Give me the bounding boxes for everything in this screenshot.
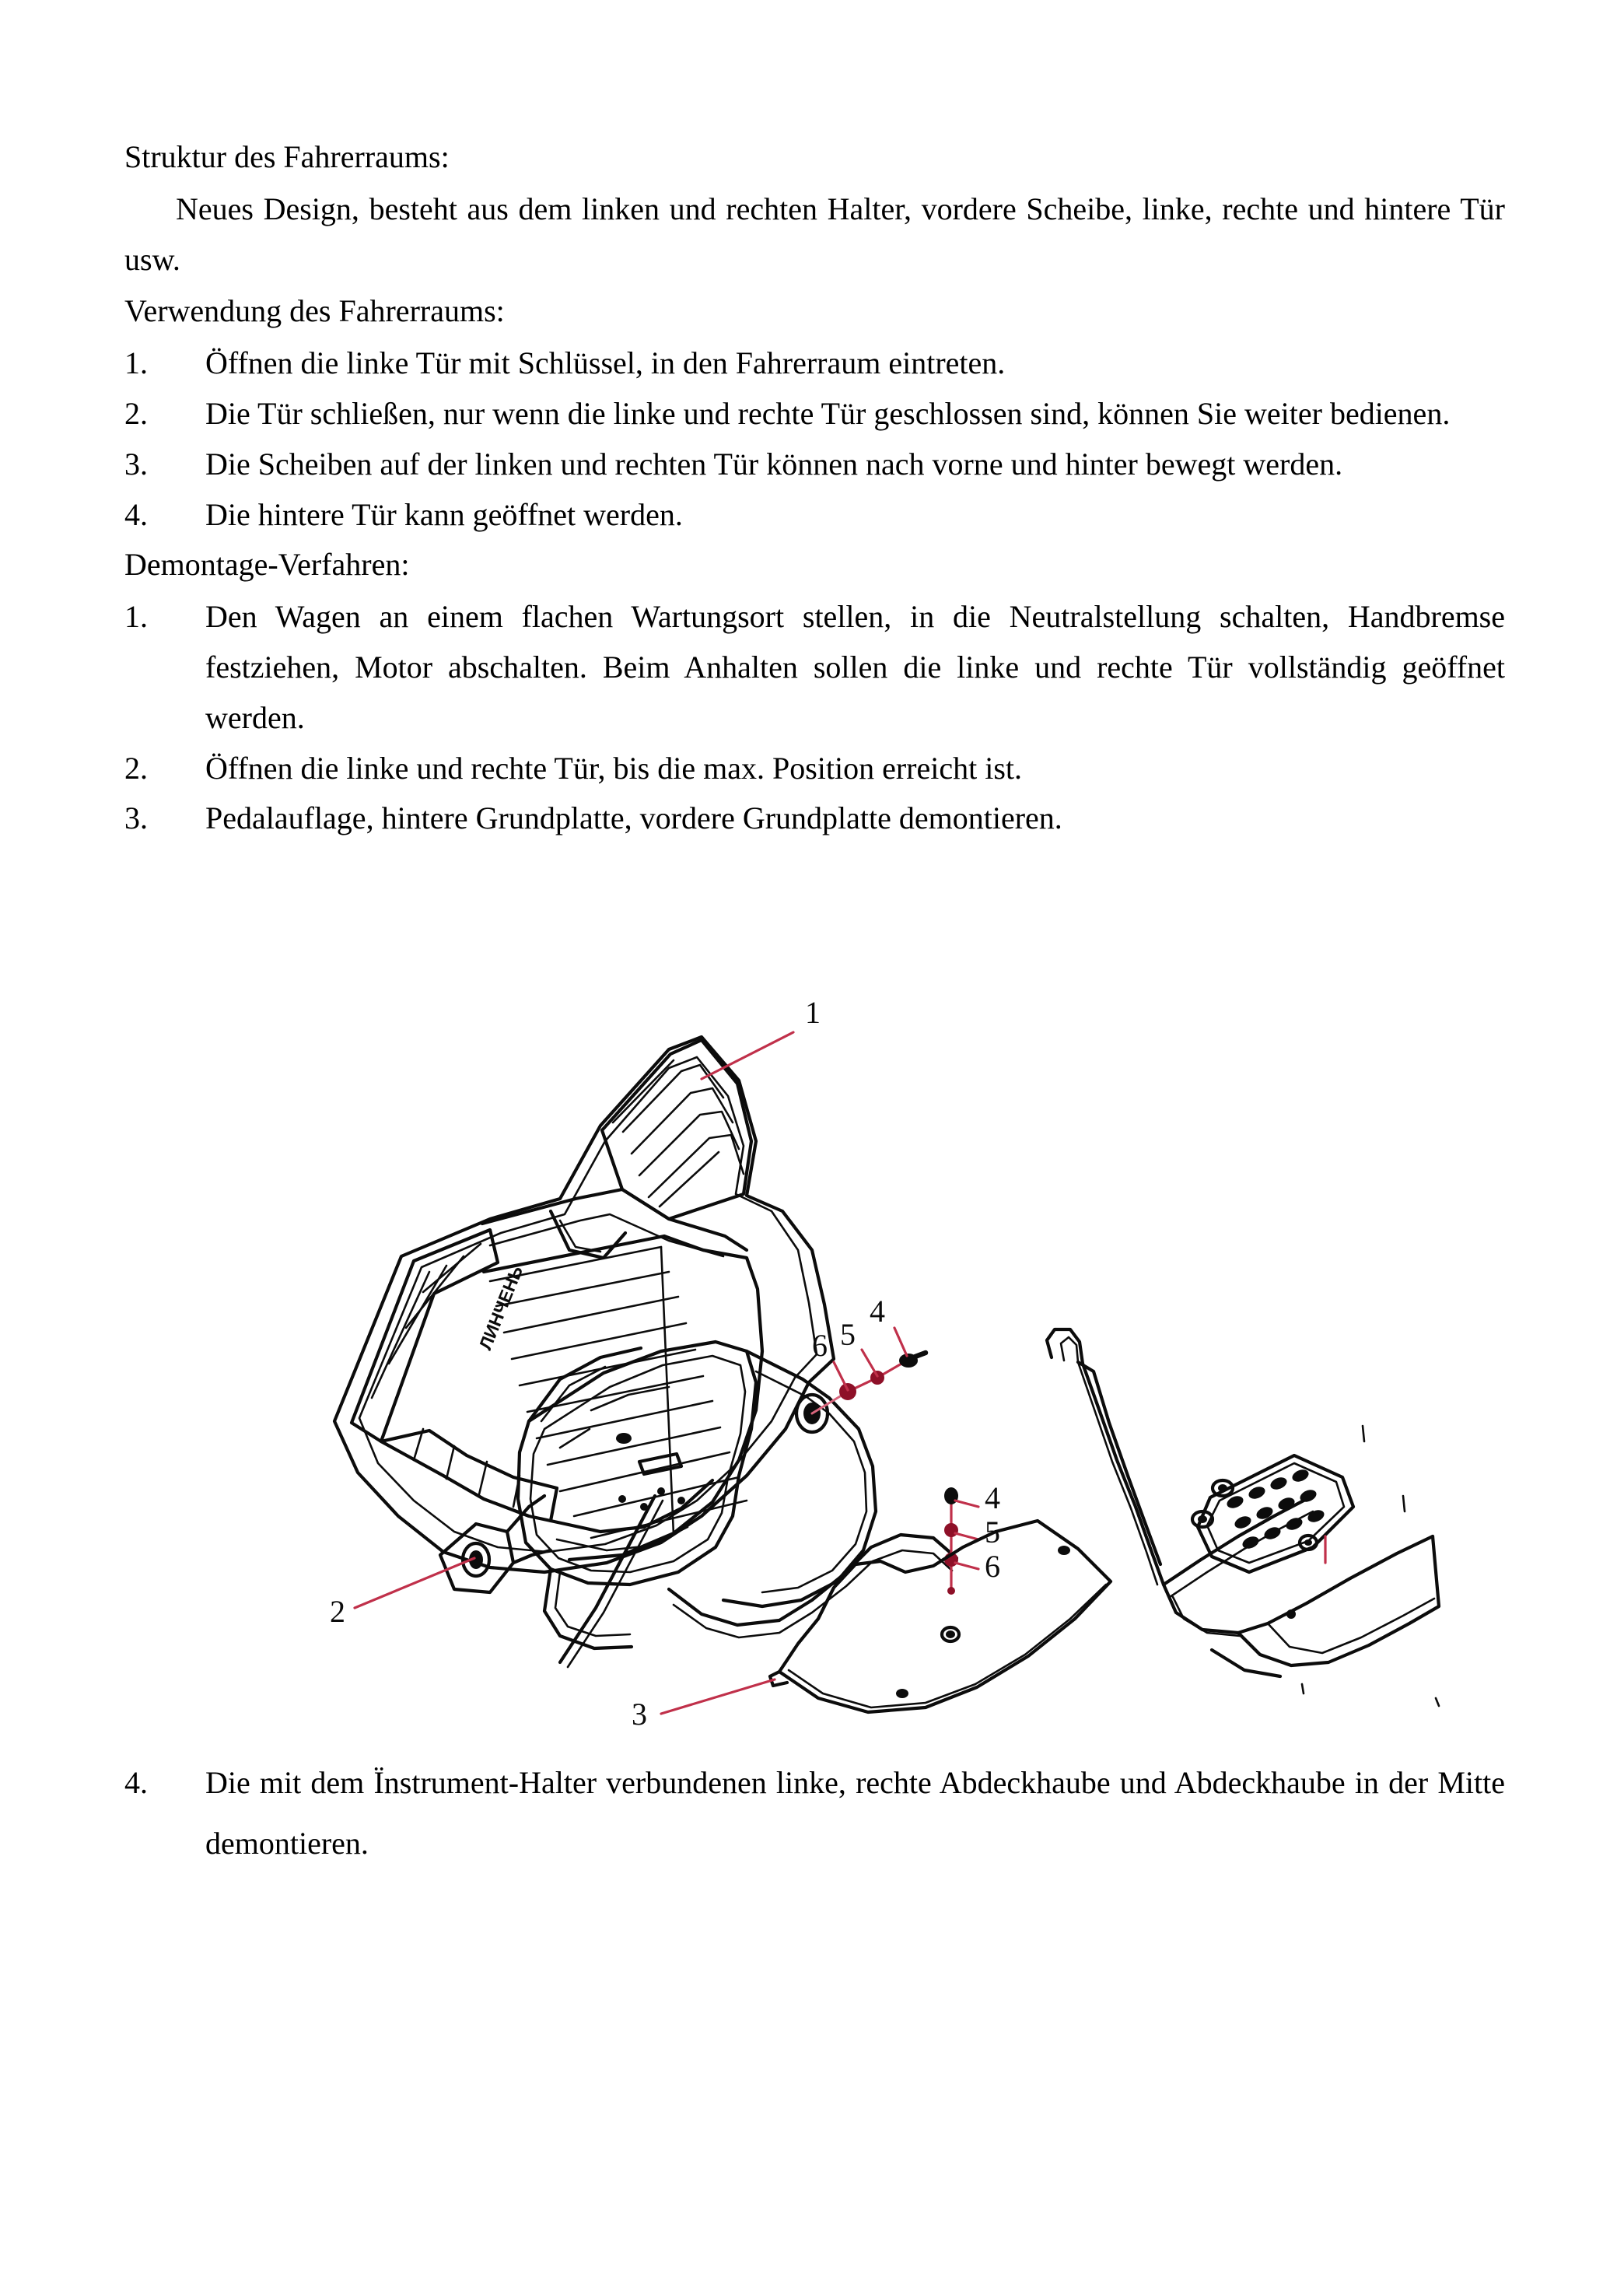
usage-steps-list — [124, 338, 1505, 540]
list-item — [124, 338, 1505, 389]
figure-svg — [124, 884, 1505, 1732]
mat-logo-text: ЛИНЧЕНЬ — [474, 1263, 527, 1354]
callout-4a-label: 4 — [870, 1294, 885, 1329]
list-item-text: Öffnen die linke Tür mit Schlüssel, in den Fahrerraum eintreten. — [205, 345, 1006, 381]
disassembly-steps-continued-list — [124, 1753, 1505, 1874]
list-item-marker: 1. — [124, 345, 148, 381]
list-item — [124, 490, 1505, 541]
list-item — [124, 744, 1505, 794]
fastener-group-upper — [812, 1294, 926, 1413]
callout-3-label: 3 — [632, 1697, 647, 1732]
list-item — [124, 592, 1505, 743]
callout-5a-label: 5 — [840, 1317, 856, 1353]
callout-3-group — [632, 1679, 775, 1732]
list-item-text: Den Wagen an einem flachen Wartungsort stellen, in die Neutralstellung schalten, Handbremse festziehen, Motor abschalten. Beim Anhalten sollen die linke und rechte Tür vollständig geöffnet werden. — [205, 599, 1505, 735]
fastener-group-vertical — [944, 1480, 1000, 1595]
disassembly-heading: Demontage-Verfahren: — [124, 547, 410, 583]
list-item-marker: 1. — [124, 599, 148, 635]
list-item-text: Die hintere Tür kann geöffnet werden. — [205, 496, 683, 532]
list-item — [124, 440, 1505, 490]
list-item — [124, 793, 1505, 844]
callout-4b-label: 4 — [985, 1480, 1000, 1516]
part-center-bracket — [330, 1342, 957, 1667]
callout-2-group — [330, 1558, 474, 1629]
list-item-text: Die mit dem Ïnstrument-Halter verbundenen linke, rechte Abdeckhaube und Abdeckhaube in der Mitte demontieren. — [205, 1765, 1505, 1861]
list-item-marker: 4. — [124, 496, 148, 532]
callout-1-group — [702, 995, 821, 1079]
bracket-left-tab — [440, 1524, 513, 1592]
list-item-text: Die Tür schließen, nur wenn die linke und rechte Tür geschlossen sind, können Sie weiter bedienen. — [205, 395, 1451, 431]
list-item-marker: 2. — [124, 750, 148, 786]
structure-heading: Struktur des Fahrerraums: — [124, 139, 450, 174]
list-item — [124, 389, 1505, 440]
part-floor-mat — [334, 995, 834, 1572]
list-item — [124, 1753, 1505, 1874]
part-pedal-assembly — [1047, 1329, 1439, 1706]
callout-6a-label: 6 — [812, 1328, 828, 1364]
pedal-pad — [1192, 1455, 1353, 1572]
usage-heading: Verwendung des Fahrerraums: — [124, 293, 505, 329]
structure-body: Neues Design, besteht aus dem linken und rechten Halter, vordere Scheibe, linke, rechte und hintere Tür usw. — [124, 191, 1505, 277]
disassembly-steps-list — [124, 592, 1505, 844]
list-item-text: Pedalauflage, hintere Grundplatte, vordere Grundplatte demontieren. — [205, 800, 1062, 836]
mat-logo — [475, 1263, 527, 1353]
callout-5b-label: 5 — [985, 1515, 1000, 1550]
list-item-text: Die Scheiben auf der linken und rechten Tür können nach vorne und hinter bewegt werden. — [205, 446, 1343, 482]
list-item-marker: 2. — [124, 395, 148, 431]
callout-2-label: 2 — [330, 1594, 345, 1630]
callout-1-label: 1 — [805, 995, 821, 1031]
list-item-marker: 3. — [124, 800, 148, 836]
callout-6b-label: 6 — [985, 1549, 1000, 1585]
post-figure-steps — [124, 1753, 1505, 1874]
list-item-marker: 4. — [124, 1765, 148, 1801]
list-item-marker: 3. — [124, 446, 148, 482]
exploded-view-figure — [124, 884, 1505, 1732]
list-item-text: Öffnen die linke und rechte Tür, bis die max. Position erreicht ist. — [205, 750, 1023, 786]
page-content — [124, 132, 1505, 1874]
bolt-head-upper — [899, 1353, 926, 1368]
